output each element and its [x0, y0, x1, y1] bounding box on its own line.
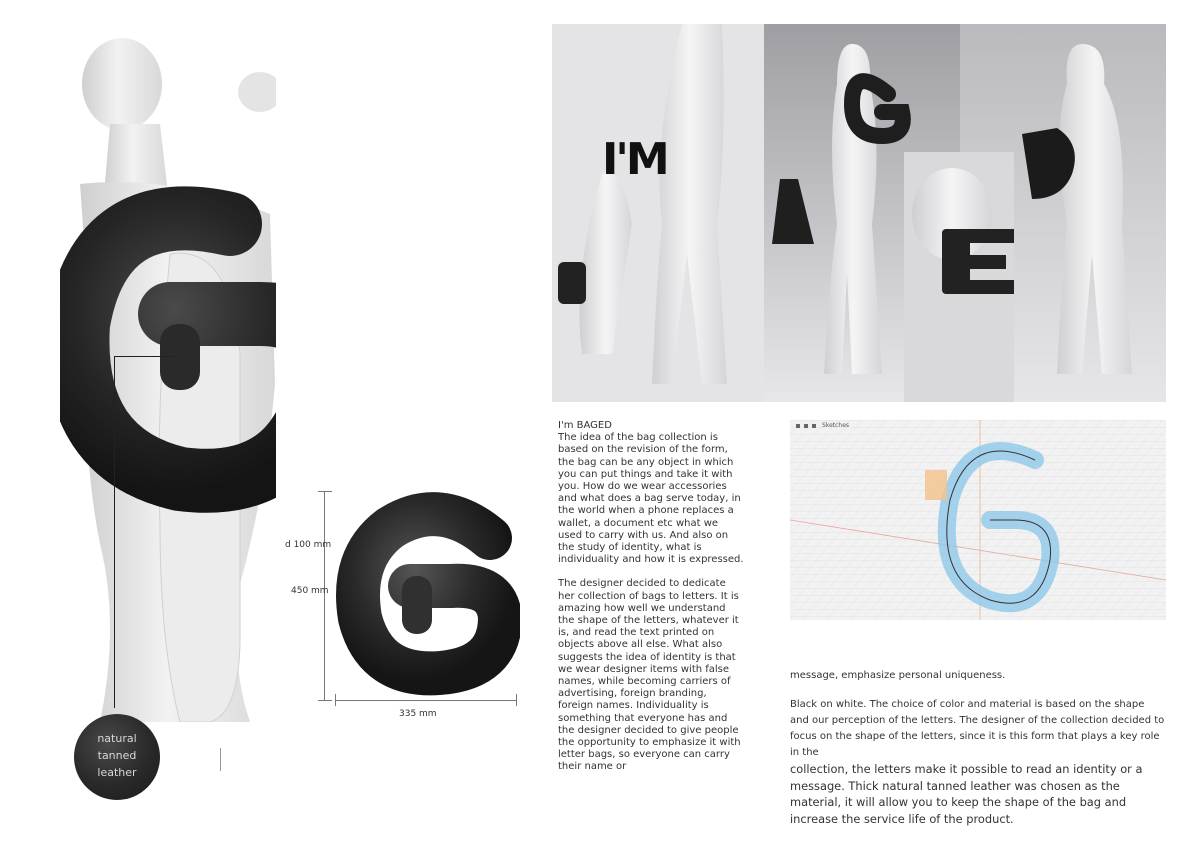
dimension-width-label: 335 mm [399, 709, 437, 719]
dimension-line-height [324, 491, 325, 701]
g-bag-product-render [330, 488, 520, 696]
callout-line-horizontal [114, 356, 174, 357]
dimension-diameter-label: d 100 mm [285, 540, 332, 550]
description-column-1 [558, 420, 744, 786]
paragraph-letters: The designer decided to dedicate her collection of bags to letters. It is amazing how well we understand the shape of the letters, whatever it is, and read the text printed on objects above all else. What also suggests the idea of identity is that we wear designer items with false names, while becoming carriers of advertising, foreign branding, foreign names. Individuality is something that everyone has and the designer decided to give people the opportunity to emphasize it with letter bags, so everyone can carry their name or [558, 578, 741, 773]
paragraph-idea: The idea of the bag collection is based on the revision of the form, the bag can be any object in which you can put things and take it with you. How do we wear accessories and what does a bag serve today, in the world when a phone replaces a wallet, a document etc what we used to carry with us. And also on the study of identity, what is individuality and how it is expressed. [558, 432, 744, 566]
dimension-tick [516, 694, 517, 706]
collage-illustration [552, 24, 1166, 402]
divider-rule [220, 748, 221, 771]
mannequin-collage [552, 24, 1166, 402]
paragraph-material-b: collection, the letters make it possible to read an identity or a message. Thick natural tanned leather was chosen as the material, it will allow you to keep the shape of the bag and increase the service life of the product. [790, 762, 1143, 826]
dimension-tick [318, 700, 332, 701]
cad-toolbar-label: Sketches [822, 422, 850, 429]
paragraph-material-a: Black on white. The choice of color and material is based on the shape and our perception of the letters. The designer of the collection decided to focus on the shape of the letters, since it is this form that plays a key role in the [790, 699, 1165, 758]
dimension-height-label: 450 mm [291, 586, 329, 596]
title: I'm BAGED [558, 420, 612, 431]
cad-illustration [790, 420, 1166, 620]
mannequin-with-g-bag-render [60, 24, 276, 722]
dimension-tick [318, 491, 332, 492]
paragraph-continuation: message, emphasize personal uniqueness. [790, 670, 1006, 681]
callout-line-vertical [114, 356, 115, 708]
leather-swatch [74, 714, 160, 800]
dimension-line-width [335, 700, 517, 701]
description-column-2 [790, 697, 1166, 827]
material-label: natural tanned leather [97, 732, 137, 779]
dimension-tick [335, 694, 336, 706]
im-letters: I'M [602, 134, 667, 185]
cad-modeling-view [790, 420, 1166, 620]
